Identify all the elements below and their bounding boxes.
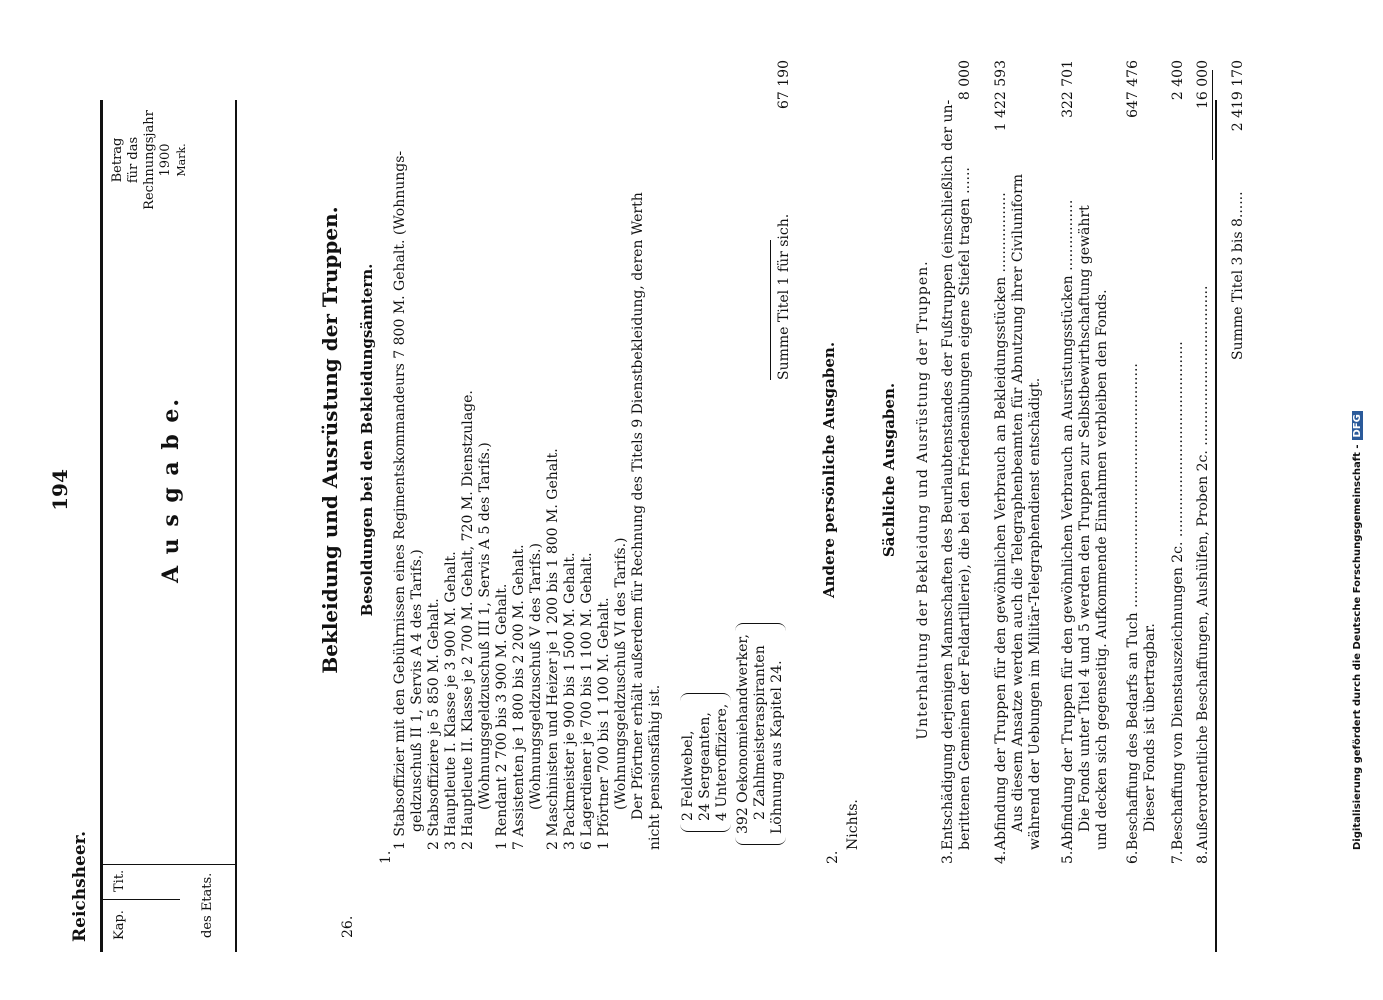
header-bottom-rule: [235, 100, 237, 952]
titel1-line: 3 Packmeister je 900 bis 1 500 M. Gehalt.: [562, 552, 578, 850]
bracket-line: 24 Sergeanten,: [697, 712, 713, 821]
amount-titel-8: 16 000: [1195, 60, 1211, 109]
amount-titel-5: 322 701: [1060, 60, 1076, 118]
kap-column-head: Kap.: [112, 910, 127, 940]
chapter-title: Bekleidung und Ausrüstung der Truppen.: [318, 206, 342, 674]
amount-titel-6: 647 476: [1125, 60, 1141, 118]
titel1-line: 1 Rendant 2 700 bis 3 900 M. Gehalt.: [494, 583, 510, 850]
summe-titel-1: Summe Titel 1 für sich.: [776, 213, 792, 380]
dfg-funding-note: [1352, 150, 1370, 850]
item-line: Außerordentliche Beschaffungen, Aushülfen, Proben 2c. ....................................: [1195, 285, 1211, 850]
item-line: Beschaffung von Dienstauszeichnungen 2c. ............................................: [1170, 341, 1186, 850]
amount-column-rule: [1215, 100, 1217, 952]
total-rule: [1212, 70, 1213, 160]
titel1-line: (Wohnungsgeldzuschuß III 1, Servis A 5 des Tarifs.): [477, 442, 493, 810]
page-title-ausgabe: A u s g a b e.: [158, 396, 184, 584]
dfg-logo: DFG: [1352, 411, 1363, 440]
titel-number: 3.: [940, 850, 956, 864]
sum-rule: [770, 240, 771, 380]
item-line: Aus diesem Ansatze werden auch die Telegraphenbeamten für Abnutzung ihrer Civiluniform: [1010, 173, 1026, 832]
titel1-line: 2 Hauptleute II. Klasse je 2 700 M. Gehalt, 720 M. Dienstzulage.: [460, 390, 476, 850]
item-line: Abfindung der Truppen für den gewöhnlichen Verbrauch an Ausrüstungsstücken ................: [1060, 199, 1076, 850]
item-line: Dieser Fonds ist übertragbar.: [1142, 623, 1158, 832]
item-line: berittenen Gemeinen der Feldartillerie), die bei den Friedensübungen eigene Stiefel tragen ......: [957, 167, 973, 850]
titel1-line: (Wohnungsgeldzuschuß V des Tarifs.): [528, 543, 544, 810]
item-line: Die Fonds unter Titel 4 und 5 werden den Truppen zur Selbstbewirthschaftung gewährt: [1077, 205, 1093, 832]
des-etats-head: des Etats.: [200, 872, 215, 938]
dfg-note-text: Digitalisierung gefördert durch die Deutsche Forschungsgemeinschaft -: [1352, 444, 1363, 850]
titel-number: 1.: [378, 850, 394, 864]
titel1-line: (Wohnungsgeldzuschuß VI des Tarifs.): [613, 537, 629, 810]
titel1-line: 7 Assistenten je 1 800 bis 2 200 M. Gehalt.: [511, 544, 527, 850]
section-unterhaltung: Unterhaltung der Bekleidung und Ausrüstung der Truppen.: [915, 260, 931, 740]
titel-number: 7.: [1170, 850, 1186, 864]
titel2-text: Nichts.: [845, 799, 861, 850]
summe-titel-3-8: Summe Titel 3 bis 8......: [1230, 191, 1246, 360]
titel-number: 5.: [1060, 850, 1076, 864]
item-6-text: [1125, 363, 1159, 850]
titel-number: 6.: [1125, 850, 1141, 864]
betrag-line: Rechnungsjahr: [142, 110, 157, 210]
table-top-rule: [100, 100, 103, 952]
kapitel-number: 26.: [340, 915, 356, 938]
bracket-line: 2 Zahlmeisteraspiranten: [752, 645, 768, 820]
titel1-line: 6 Lagerdiener je 700 bis 1 100 M. Gehalt.: [579, 552, 595, 850]
amount-titel-3: 8 000: [957, 60, 973, 101]
titel1-line: geldzuschuß II 1, Servis A 4 des Tarifs.): [409, 549, 425, 832]
titel1-line: 1 Pförtner 700 bis 1 100 M. Gehalt.: [596, 597, 612, 850]
bracket-line: 4 Unteroffiziere,: [714, 703, 730, 821]
bracket-line: 392 Oekonomiehandwerker,: [735, 633, 751, 834]
betrag-year: 1900: [158, 143, 173, 177]
bracket-line: Löhnung aus Kapitel 24.: [769, 660, 785, 834]
amount-summe-3-8: 2 419 170: [1230, 60, 1246, 132]
item-line: Beschaffung des Bedarfs an Tuch .......................................................: [1125, 363, 1141, 850]
titel-number: 4.: [993, 850, 1009, 864]
page-number: 194: [48, 469, 72, 511]
titel1-line: 2 Stabsoffiziere je 5 850 M. Gehalt.: [426, 598, 442, 850]
titel1-line: 1 Stabsoffizier mit den Gebührnissen eines Regimentskommandeurs 7 800 M. Gehalt. (Wohnungs-: [392, 150, 408, 850]
section-subtitle: Besoldungen bei den Bekleidungsämtern.: [358, 263, 376, 617]
item-7-text: [1170, 341, 1187, 850]
item-line: während der Uebungen im Militär-Telegraphendienst entschädigt.: [1027, 377, 1043, 850]
betrag-line: Betrag: [110, 137, 125, 183]
section-saechliche-ausgaben: Sächliche Ausgaben.: [880, 382, 898, 558]
titel-number: 8.: [1195, 850, 1211, 864]
bracket-group-nco: [680, 693, 731, 832]
amount-titel-4: 1 422 593: [993, 60, 1009, 132]
betrag-line: für das: [126, 136, 141, 184]
item-line: und decken sich gegenseitig. Aufkommende Einnahmen verbleiben den Fonds.: [1094, 289, 1110, 850]
titel-number: 2.: [825, 850, 841, 864]
titel1-line: Der Pförtner erhält außerdem für Rechnung des Titels 9 Dienstbekleidung, deren Werth: [630, 192, 646, 820]
betrag-unit: Mark.: [175, 143, 188, 177]
betrag-column-head: [110, 85, 190, 235]
tit-column-head: Tit.: [112, 869, 127, 892]
kap-column-rule: [100, 864, 235, 865]
titel1-line: 3 Hauptleute I. Klasse je 3 900 M. Gehalt.: [443, 551, 459, 850]
amount-titel-1: 67 190: [776, 60, 792, 109]
item-line: Entschädigung derjenigen Mannschaften des Beurlaubtenstandes der Fußtruppen (einschließlich der un-: [940, 99, 956, 850]
bracket-group-craftsmen: [735, 623, 786, 845]
titel1-line: 2 Maschinisten und Heizer je 1 200 bis 1 800 M. Gehalt.: [545, 448, 561, 850]
item-line: Abfindung der Truppen für den gewöhnlichen Verbrauch an Bekleidungsstücken ..................: [993, 192, 1009, 850]
bracket-line: 2 Feldwebel,: [680, 730, 696, 821]
section-andere-ausgaben: Andere persönliche Ausgaben.: [820, 341, 838, 599]
item-8-text: [1195, 286, 1212, 850]
titel1-block: [392, 151, 664, 850]
amount-titel-7: 2 400: [1170, 60, 1186, 101]
section-header-reichsheer: Reichsheer.: [70, 831, 90, 942]
kap-tit-divider: [100, 899, 180, 900]
titel1-line: nicht pensionsfähig ist.: [647, 684, 663, 850]
